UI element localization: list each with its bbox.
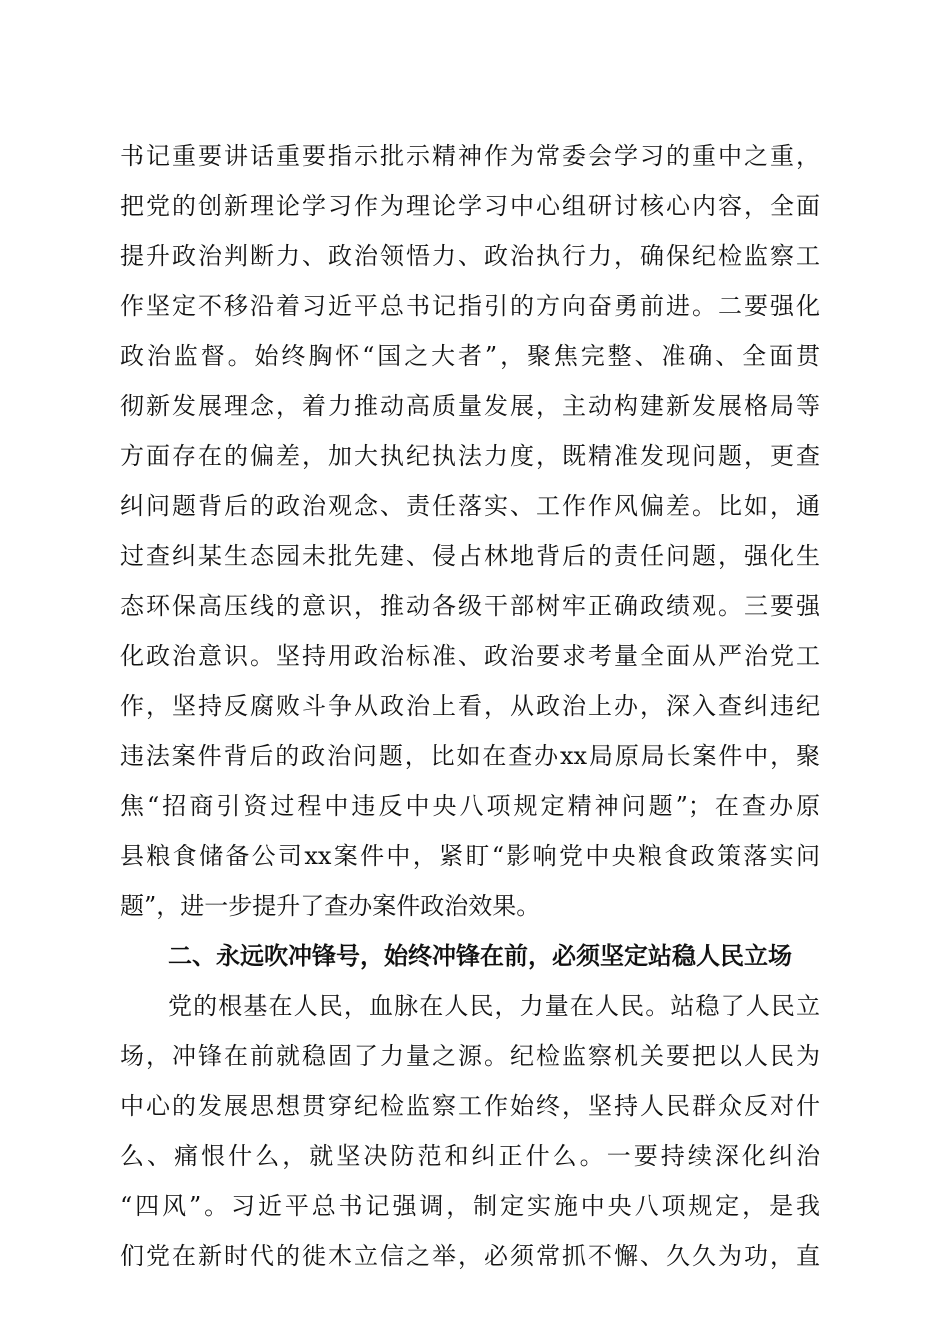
body-line: 书记重要讲话重要指示批示精神作为常委会学习的重中之重， bbox=[120, 142, 820, 170]
body-line: 县粮食储备公司xx案件中，紧盯“影响党中央粮食政策落实问 bbox=[120, 842, 820, 870]
body-line: 政治监督。始终胸怀“国之大者”，聚焦完整、准确、全面贯 bbox=[120, 342, 820, 370]
body-line: 提升政治判断力、政治领悟力、政治执行力，确保纪检监察工 bbox=[120, 242, 820, 270]
body-line: 题”，进一步提升了查办案件政治效果。 bbox=[120, 892, 541, 920]
body-line: 纠问题背后的政治观念、责任落实、工作作风偏差。比如，通 bbox=[120, 492, 820, 520]
body-line: 化政治意识。坚持用政治标准、政治要求考量全面从严治党工 bbox=[120, 642, 820, 670]
body-line: 彻新发展理念，着力推动高质量发展，主动构建新发展格局等 bbox=[120, 392, 820, 420]
body-line: 作，坚持反腐败斗争从政治上看，从政治上办，深入查纠违纪 bbox=[120, 692, 820, 720]
body-line: 么、痛恨什么，就坚决防范和纠正什么。一要持续深化纠治 bbox=[120, 1142, 820, 1170]
body-line: 违法案件背后的政治问题，比如在查办xx局原局长案件中，聚 bbox=[120, 742, 820, 770]
body-line: 方面存在的偏差，加大执纪执法力度，既精准发现问题，更查 bbox=[120, 442, 820, 470]
body-line: 们党在新时代的徙木立信之举，必须常抓不懈、久久为功，直 bbox=[120, 1242, 820, 1270]
body-line: 党的根基在人民，血脉在人民，力量在人民。站稳了人民立 bbox=[168, 992, 820, 1020]
section-heading: 二、永远吹冲锋号，始终冲锋在前，必须坚定站稳人民立场 bbox=[168, 942, 792, 970]
body-line: 作坚定不移沿着习近平总书记指引的方向奋勇前进。二要强化 bbox=[120, 292, 820, 320]
body-line: 中心的发展思想贯穿纪检监察工作始终，坚持人民群众反对什 bbox=[120, 1092, 820, 1120]
body-line: 态环保高压线的意识，推动各级干部树牢正确政绩观。三要强 bbox=[120, 592, 820, 620]
body-line: “四风”。习近平总书记强调，制定实施中央八项规定，是我 bbox=[120, 1192, 820, 1220]
body-line: 焦“招商引资过程中违反中央八项规定精神问题”；在查办原 bbox=[120, 792, 820, 820]
body-line: 场，冲锋在前就稳固了力量之源。纪检监察机关要把以人民为 bbox=[120, 1042, 820, 1070]
body-line: 过查纠某生态园未批先建、侵占林地背后的责任问题，强化生 bbox=[120, 542, 820, 570]
body-line: 把党的创新理论学习作为理论学习中心组研讨核心内容，全面 bbox=[120, 192, 820, 220]
